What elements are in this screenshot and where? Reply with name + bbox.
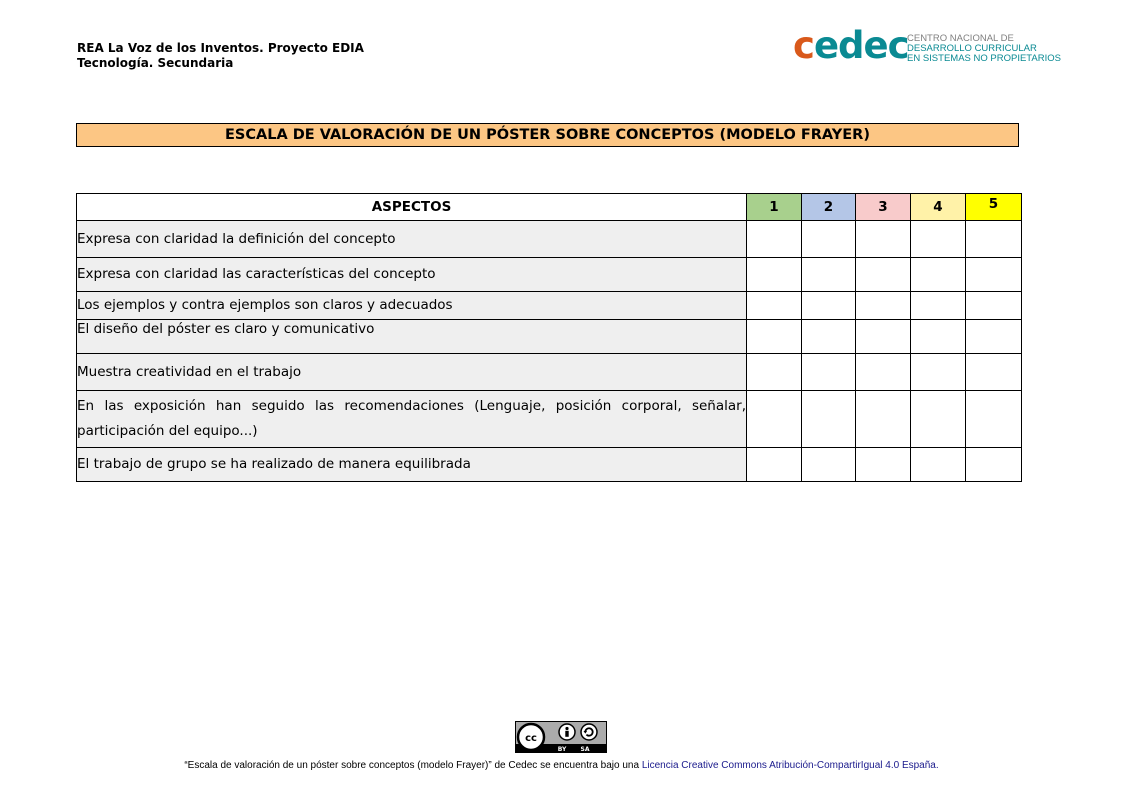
aspect-design: El diseño del póster es claro y comunicativo (77, 320, 747, 354)
score-cell[interactable] (802, 391, 856, 448)
share-alike-icon (581, 724, 597, 740)
table-row (77, 448, 1022, 482)
score-cell[interactable] (747, 448, 802, 482)
aspects-header: ASPECTOS (77, 194, 747, 221)
header-subject: Tecnología. Secundaria (77, 56, 234, 70)
score-cell[interactable] (856, 292, 911, 320)
document-header (77, 41, 364, 71)
score-header-3: 3 (856, 194, 911, 221)
score-cell[interactable] (856, 258, 911, 292)
score-cell[interactable] (966, 391, 1022, 448)
license-statement: “Escala de valoración de un póster sobre conceptos (modelo Frayer)” de Cedec se encuentra bajo una (184, 760, 640, 771)
score-cell[interactable] (966, 258, 1022, 292)
score-cell[interactable] (747, 354, 802, 391)
score-cell[interactable] (747, 258, 802, 292)
score-cell[interactable] (966, 292, 1022, 320)
badge-sa-label: SA (580, 746, 590, 753)
score-cell[interactable] (856, 221, 911, 258)
header-project: REA La Voz de los Inventos. Proyecto EDIA (77, 41, 364, 55)
page-title: ESCALA DE VALORACIÓN DE UN PÓSTER SOBRE CONCEPTOS (MODELO FRAYER) (76, 123, 1019, 147)
score-cell[interactable] (747, 221, 802, 258)
score-cell[interactable] (966, 448, 1022, 482)
score-cell[interactable] (747, 391, 802, 448)
score-header-1: 1 (747, 194, 802, 221)
score-cell[interactable] (802, 221, 856, 258)
score-header-2: 2 (802, 194, 856, 221)
score-cell[interactable] (856, 448, 911, 482)
score-cell[interactable] (856, 354, 911, 391)
score-cell[interactable] (966, 221, 1022, 258)
aspect-definition: Expresa con claridad la definición del concepto (77, 221, 747, 258)
score-cell[interactable] (911, 448, 966, 482)
score-cell[interactable] (802, 320, 856, 354)
aspect-examples: Los ejemplos y contra ejemplos son claros y adecuados (77, 292, 747, 320)
license-footer (0, 760, 1123, 771)
table-row (77, 391, 1022, 448)
cc-by-sa-badge[interactable] (515, 721, 607, 753)
score-cell[interactable] (966, 354, 1022, 391)
score-cell[interactable] (747, 292, 802, 320)
score-cell[interactable] (911, 258, 966, 292)
aspect-teamwork: El trabajo de grupo se ha realizado de manera equilibrada (77, 448, 747, 482)
score-header-4: 4 (911, 194, 966, 221)
score-cell[interactable] (802, 448, 856, 482)
cedec-logo-subtitle: CENTRO NACIONAL DE DESARROLLO CURRICULAR EN SISTEMAS NO PROPIETARIOS (907, 33, 1061, 64)
score-cell[interactable] (911, 221, 966, 258)
score-cell[interactable] (856, 391, 911, 448)
aspect-presentation: En las exposición han seguido las recomendaciones (Lenguaje, posición corporal, señalar, participación del equipo...) (77, 391, 747, 448)
table-row (77, 320, 1022, 354)
score-cell[interactable] (802, 292, 856, 320)
badge-by-label: BY (557, 746, 567, 753)
score-cell[interactable] (802, 258, 856, 292)
license-link[interactable]: Licencia Creative Commons Atribución-CompartirIgual 4.0 España. (641, 760, 939, 771)
table-row (77, 292, 1022, 320)
table-row (77, 221, 1022, 258)
score-cell[interactable] (911, 391, 966, 448)
aspect-characteristics: Expresa con claridad las características del concepto (77, 258, 747, 292)
table-header-row (77, 194, 1022, 221)
table-row (77, 354, 1022, 391)
score-cell[interactable] (856, 320, 911, 354)
score-cell[interactable] (911, 354, 966, 391)
score-header-5: 5 (966, 194, 1022, 221)
score-cell[interactable] (966, 320, 1022, 354)
score-cell[interactable] (911, 292, 966, 320)
table-row (77, 258, 1022, 292)
score-cell[interactable] (747, 320, 802, 354)
rating-scale-table (76, 193, 1022, 482)
cedec-logo-word: cedec (793, 24, 909, 67)
svg-text:cc: cc (525, 733, 537, 744)
score-cell[interactable] (802, 354, 856, 391)
score-cell[interactable] (911, 320, 966, 354)
aspect-creativity: Muestra creatividad en el trabajo (77, 354, 747, 391)
